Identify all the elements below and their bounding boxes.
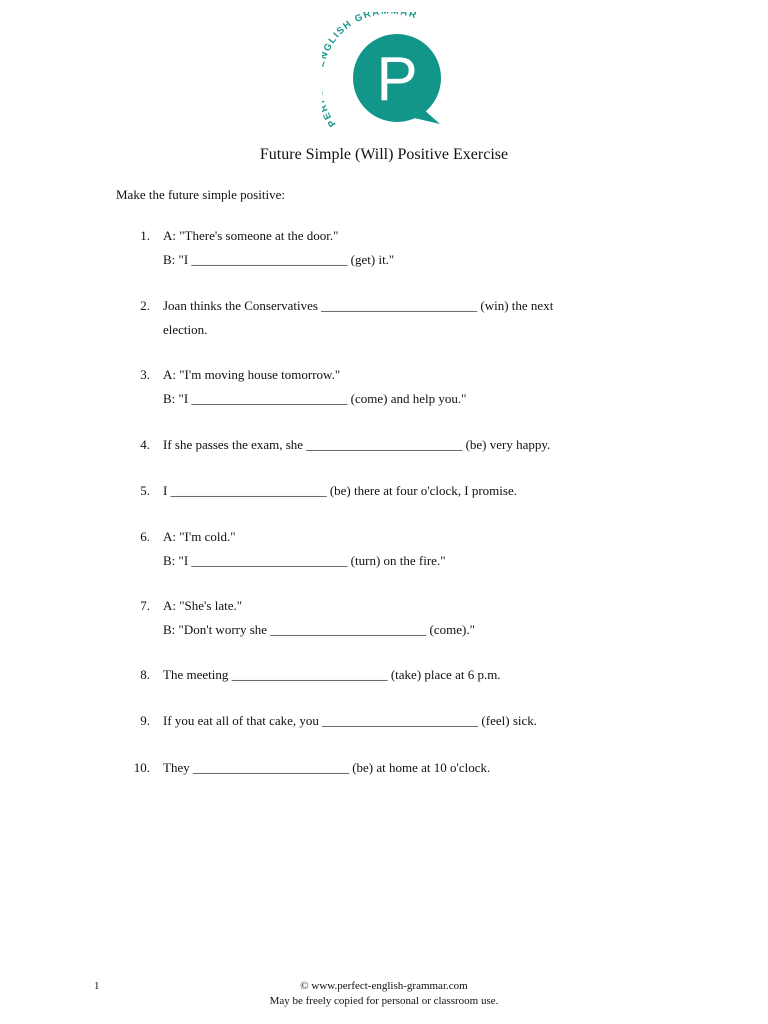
svg-text:PERFECT ENGLISH GRAMMAR: P GLISH GRA AR — [322, 12, 420, 129]
question-line: They ________________________ (be) at home at 10 o'clock. — [163, 760, 491, 775]
copyright-text: © www.perfect-english-grammar.com — [300, 980, 468, 992]
question-number: 4. — [140, 437, 150, 452]
question-number: 3. — [140, 367, 150, 382]
logo-graphic — [322, 12, 452, 132]
question-number: 7. — [140, 598, 150, 613]
question-number: 2. — [140, 298, 150, 313]
question-line: If you eat all of that cake, you ________________________ (feel) sick. — [163, 713, 538, 728]
question-number: 9. — [140, 713, 150, 728]
question-line: B: "Don't worry she ________________________ (come)." — [163, 622, 475, 637]
question-line: A: "She's late." — [163, 598, 243, 613]
question-number: 6. — [140, 529, 150, 544]
question-line: B: "I ________________________ (come) and help you." — [163, 391, 467, 406]
question-number: 1. — [140, 228, 150, 243]
question-number: 5. — [140, 483, 150, 498]
svg-text:P: P — [376, 45, 418, 114]
instruction-text: Make the future simple positive: — [116, 187, 285, 202]
question-number: 8. — [140, 667, 150, 682]
perfect-english-grammar-logo — [322, 12, 452, 132]
question-line: B: "I ________________________ (turn) on the fire." — [163, 553, 446, 568]
question-line: B: "I ________________________ (get) it." — [163, 252, 395, 267]
page-number: 1 — [94, 980, 100, 992]
question-line: If she passes the exam, she ________________________ (be) very happy. — [163, 437, 551, 452]
question-line: election. — [163, 322, 208, 337]
question-line: A: "I'm cold." — [163, 529, 236, 544]
usage-notice: May be freely copied for personal or classroom use. — [269, 995, 499, 1007]
question-line: A: "There's someone at the door." — [163, 228, 339, 243]
question-line: Joan thinks the Conservatives ________________________ (win) the next — [163, 298, 554, 313]
question-number: 10. — [133, 760, 150, 775]
question-line: A: "I'm moving house tomorrow." — [163, 367, 341, 382]
page-title: Future Simple (Will) Positive Exercise — [259, 146, 509, 163]
question-line: I ________________________ (be) there at four o'clock, I promise. — [163, 483, 517, 498]
question-line: The meeting ________________________ (take) place at 6 p.m. — [163, 667, 501, 682]
